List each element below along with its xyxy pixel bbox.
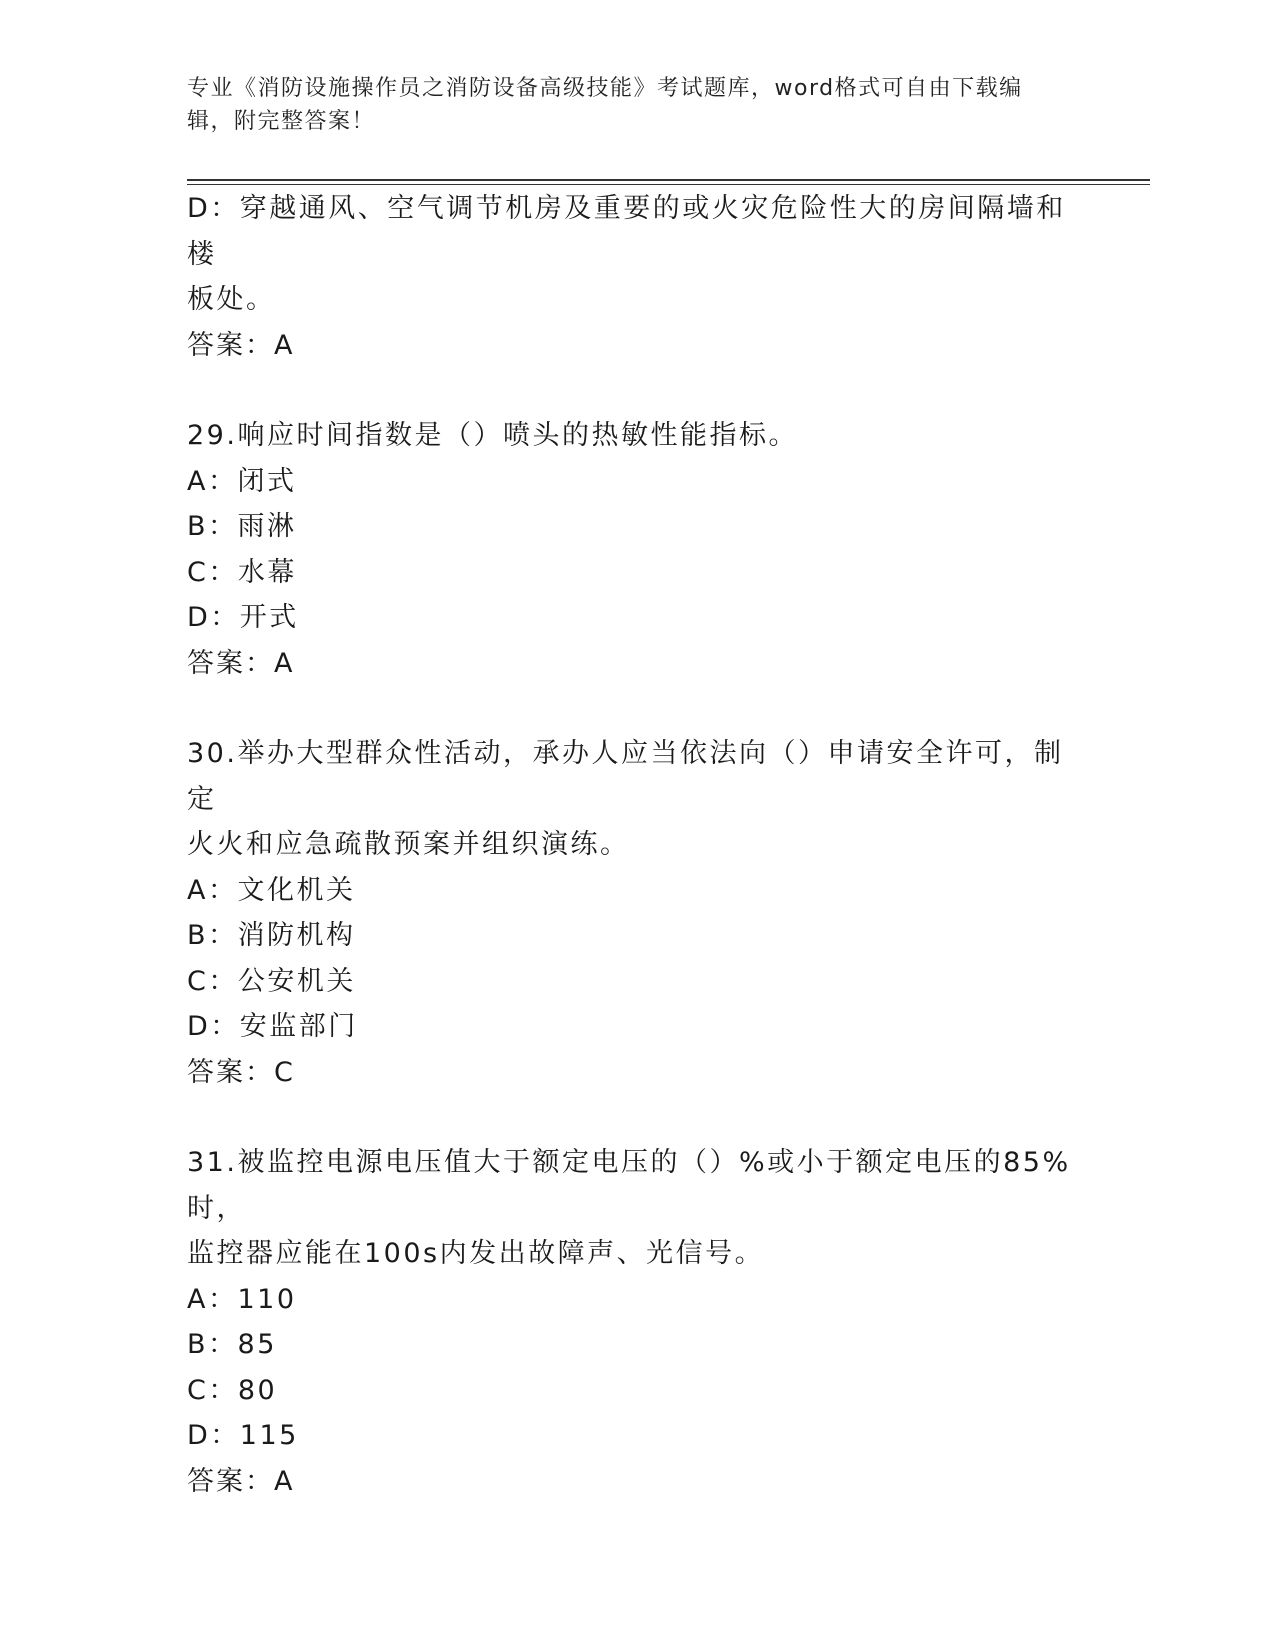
- question-29: [187, 413, 1087, 686]
- spacer: [187, 368, 1087, 413]
- question-stem-continued: 监控器应能在100s内发出故障声、光信号。: [187, 1238, 765, 1269]
- header-divider-thin: [187, 184, 1150, 185]
- question-31: [187, 1140, 1087, 1504]
- option-b: B：雨淋: [187, 511, 297, 542]
- option-d-line-1: D：穿越通风、空气调节机房及重要的或火灾危险性大的房间隔墙和楼: [187, 193, 1066, 270]
- question-stem: 31.被监控电源电压值大于额定电压的（）%或小于额定电压的85%时，: [187, 1147, 1071, 1224]
- question-fragment: [187, 186, 1087, 368]
- header-line-2: 辑，附完整答案！: [187, 109, 376, 134]
- answer-line: 答案：C: [187, 1056, 295, 1088]
- option-b: B：消防机构: [187, 920, 356, 951]
- question-stem: 30.举办大型群众性活动，承办人应当依法向（）申请安全许可，制定: [187, 738, 1064, 815]
- option-c: C：80: [187, 1374, 278, 1406]
- answer-line: 答案：A: [187, 647, 295, 679]
- option-b: B：85: [187, 1329, 277, 1360]
- question-30: [187, 731, 1087, 1095]
- answer-line: 答案：A: [187, 329, 295, 361]
- option-d: D：开式: [187, 602, 299, 633]
- option-d-line-2: 板处。: [187, 284, 276, 315]
- option-d: D：安监部门: [187, 1011, 358, 1042]
- option-d: D：115: [187, 1420, 299, 1451]
- option-a: A：闭式: [187, 465, 297, 497]
- header-divider-thick: [187, 179, 1150, 181]
- option-c: C：公安机关: [187, 965, 356, 997]
- option-a: A：110: [187, 1283, 297, 1315]
- page-header: [187, 72, 1067, 138]
- question-stem: 29.响应时间指数是（）喷头的热敏性能指标。: [187, 420, 798, 451]
- answer-line: 答案：A: [187, 1465, 295, 1497]
- spacer: [187, 1095, 1087, 1140]
- header-line-1: 专业《消防设施操作员之消防设备高级技能》考试题库，word格式可自由下载编: [187, 76, 1023, 101]
- option-a: A：文化机关: [187, 874, 356, 906]
- question-stem-continued: 火火和应急疏散预案并组织演练。: [187, 829, 630, 860]
- spacer: [187, 686, 1087, 731]
- option-c: C：水幕: [187, 556, 297, 588]
- question-content: [187, 186, 1087, 1504]
